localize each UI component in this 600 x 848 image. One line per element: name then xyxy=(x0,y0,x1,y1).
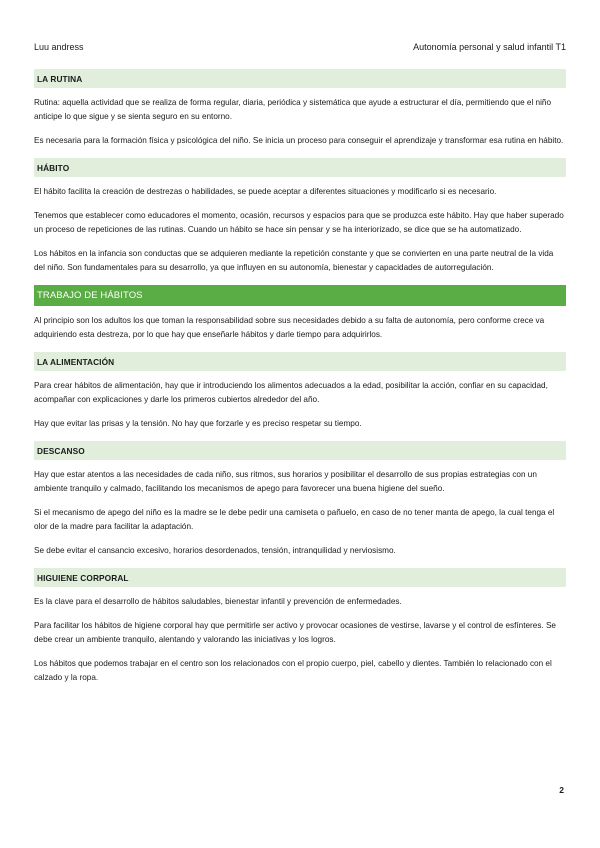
section-heading-alimentacion: LA ALIMENTACIÓN xyxy=(34,352,566,371)
header-title: Autonomía personal y salud infantil T1 xyxy=(413,42,566,52)
paragraph: El hábito facilita la creación de destrezas o habilidades, se puede aceptar a diferentes situaciones y modificarlo si es necesario. xyxy=(34,187,497,196)
paragraph: Es la clave para el desarrollo de hábitos saludables, bienestar infantil y prevención de enfermedades. xyxy=(34,597,402,606)
paragraph: Hay que evitar las prisas y la tensión. No hay que forzarle y es preciso respetar su tiempo. xyxy=(34,419,362,428)
section-heading-descanso: DESCANSO xyxy=(34,441,566,460)
paragraph: Hay que estar atentos a las necesidades de cada niño, sus ritmos, sus horarios y posibilitar el desarrollo de sus propias estrategias con un ambiente tranquilo y calmado, facilitando los mecanismos de apego para favorecer una buena higiene del sueño. xyxy=(34,470,537,493)
paragraph: Si el mecanismo de apego del niño es la madre se le debe pedir una camiseta o pañuelo, en caso de no tener manta de apego, la cual tenga el olor de la madre para facilitar la adaptación. xyxy=(34,508,555,531)
header-author: Luu andress xyxy=(34,42,84,52)
section-heading-trabajo-habitos: TRABAJO DE HÁBITOS xyxy=(34,285,566,306)
paragraph: Los hábitos que podemos trabajar en el centro son los relacionados con el propio cuerpo, piel, cabello y dientes. También lo relacionado con el calzado y la ropa. xyxy=(34,659,552,682)
section-heading-habito: HÁBITO xyxy=(34,158,566,177)
paragraph: Para crear hábitos de alimentación, hay que ir introduciendo los alimentos adecuados a la edad, posibilitar la acción, confiar en su capacidad, acompañar con explicaciones y darle los primeros cubiertos alrededor del año. xyxy=(34,381,548,404)
section-heading-higiene: HIGUIENE CORPORAL xyxy=(34,568,566,587)
paragraph: Rutina: aquella actividad que se realiza de forma regular, diaria, periódica y sistemática que ayude a estructurar el día, permitiendo que el niño anticipe lo que sigue y se sienta seguro en su entorno. xyxy=(34,98,552,121)
paragraph: Para facilitar los hábitos de higiene corporal hay que permitirle ser activo y provocar ocasiones de vestirse, lavarse y el control de esfínteres. Se debe crear un ambiente tranquilo, alentando y valorando las iniciativas y los logros. xyxy=(34,621,556,644)
paragraph: Al principio son los adultos los que toman la responsabilidad sobre sus necesidades debido a su falta de autonomía, pero conforme crece va adquiriendo esta destreza, por lo que hay que enseñarle hábitos y darle tiempo para adquirirlos. xyxy=(34,316,545,339)
section-heading-rutina: LA RUTINA xyxy=(34,69,566,88)
paragraph: Es necesaria para la formación física y psicológica del niño. Se inicia un proceso para conseguir el aprendizaje y transformar esa rutina en hábito. xyxy=(34,136,564,145)
page-header xyxy=(34,42,566,54)
paragraph: Los hábitos en la infancia son conductas que se adquieren mediante la repetición constante y que se convierten en una parte neutral de la vida del niño. Son fundamentales para su desarrollo, ya que influyen en su autonomía, bienestar y capacidades de autorregulación. xyxy=(34,249,554,272)
page-number: 2 xyxy=(559,785,564,795)
page-content xyxy=(34,69,566,695)
paragraph: Tenemos que establecer como educadores el momento, ocasión, recursos y espacios para que se produzca este hábito. Hay que haber superado un proceso de repeticiones de las rutinas. Cuando un hábito se hace sin pensar y se ha interiorizado, se dice que se ha automatizado. xyxy=(34,211,564,234)
paragraph: Se debe evitar el cansancio excesivo, horarios desordenados, tensión, intranquilidad y nerviosismo. xyxy=(34,546,396,555)
